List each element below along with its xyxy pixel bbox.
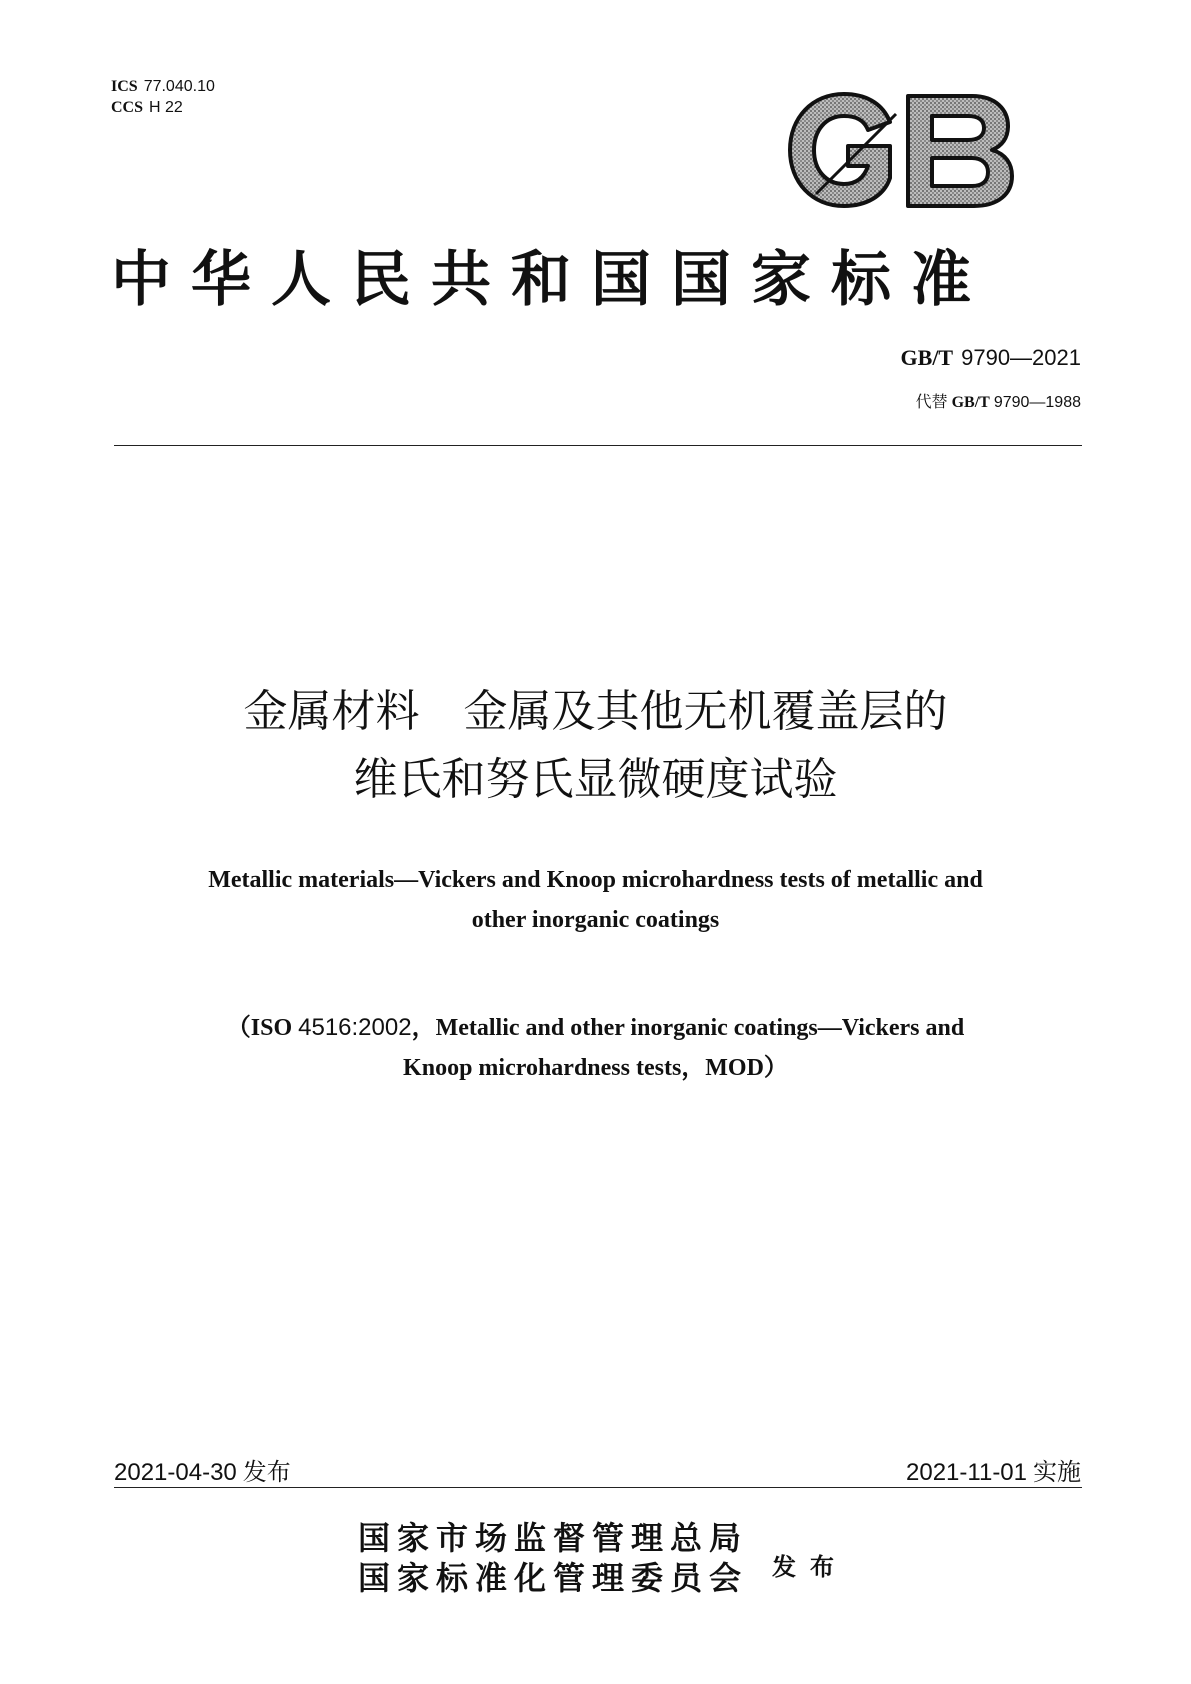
- replaces-label: 代替: [915, 392, 948, 411]
- ics-value: 77.040.10: [143, 78, 215, 95]
- iso-reference-title: ，Metallic and other inorganic coatings—Vickers and: [411, 1015, 965, 1041]
- ics-label: ICS: [111, 78, 138, 95]
- issue-date: [114, 1452, 291, 1487]
- standard-number: [901, 345, 1081, 371]
- title-en-line-2: other inorganic coatings: [471, 907, 720, 933]
- issue-date-value: 2021-04-30: [114, 1459, 237, 1486]
- effective-date-value: 2021-11-01: [906, 1459, 1027, 1486]
- ics-code: [111, 76, 215, 97]
- iso-reference-line-1: [100, 1008, 1091, 1048]
- effective-date-label: 实施: [1033, 1458, 1081, 1486]
- issue-date-label: 发布: [242, 1458, 291, 1486]
- header-divider: [114, 445, 1082, 446]
- standard-number-prefix: GB/T: [900, 345, 954, 370]
- ccs-label: CCS: [111, 99, 144, 116]
- issuer-line-1: 国家市场监督管理总局: [358, 1519, 749, 1557]
- iso-reference-open: （ISO: [226, 1015, 293, 1041]
- title-cn-line-1: 金属材料 金属及其他无机覆盖层的: [243, 686, 948, 737]
- footer-divider: [114, 1487, 1082, 1488]
- replaces-number: 9790—1988: [993, 394, 1081, 411]
- national-standard-title: 中华人民共和国国家标准: [111, 245, 991, 315]
- standard-number-value: 9790—2021: [961, 345, 1081, 370]
- title-cn-line-2: 维氏和努氏显微硬度试验: [353, 754, 838, 805]
- gb-logo: [786, 90, 1016, 210]
- ccs-code: [111, 97, 215, 118]
- ccs-value: H 22: [149, 99, 183, 116]
- replaces-standard: [916, 389, 1081, 412]
- replaces-prefix: GB/T: [951, 394, 990, 411]
- title-en-line-1: Metallic materials—Vickers and Knoop microhardness tests of metallic and: [208, 867, 983, 893]
- classification-codes: [111, 76, 215, 118]
- effective-date: [906, 1452, 1081, 1487]
- issuer-line-2: 国家标准化管理委员会: [358, 1559, 749, 1597]
- iso-reference-line-2: Knoop microhardness tests，MOD）: [403, 1055, 788, 1081]
- iso-reference-number: 4516:2002: [298, 1014, 412, 1041]
- publish-label: 发布: [772, 1552, 848, 1581]
